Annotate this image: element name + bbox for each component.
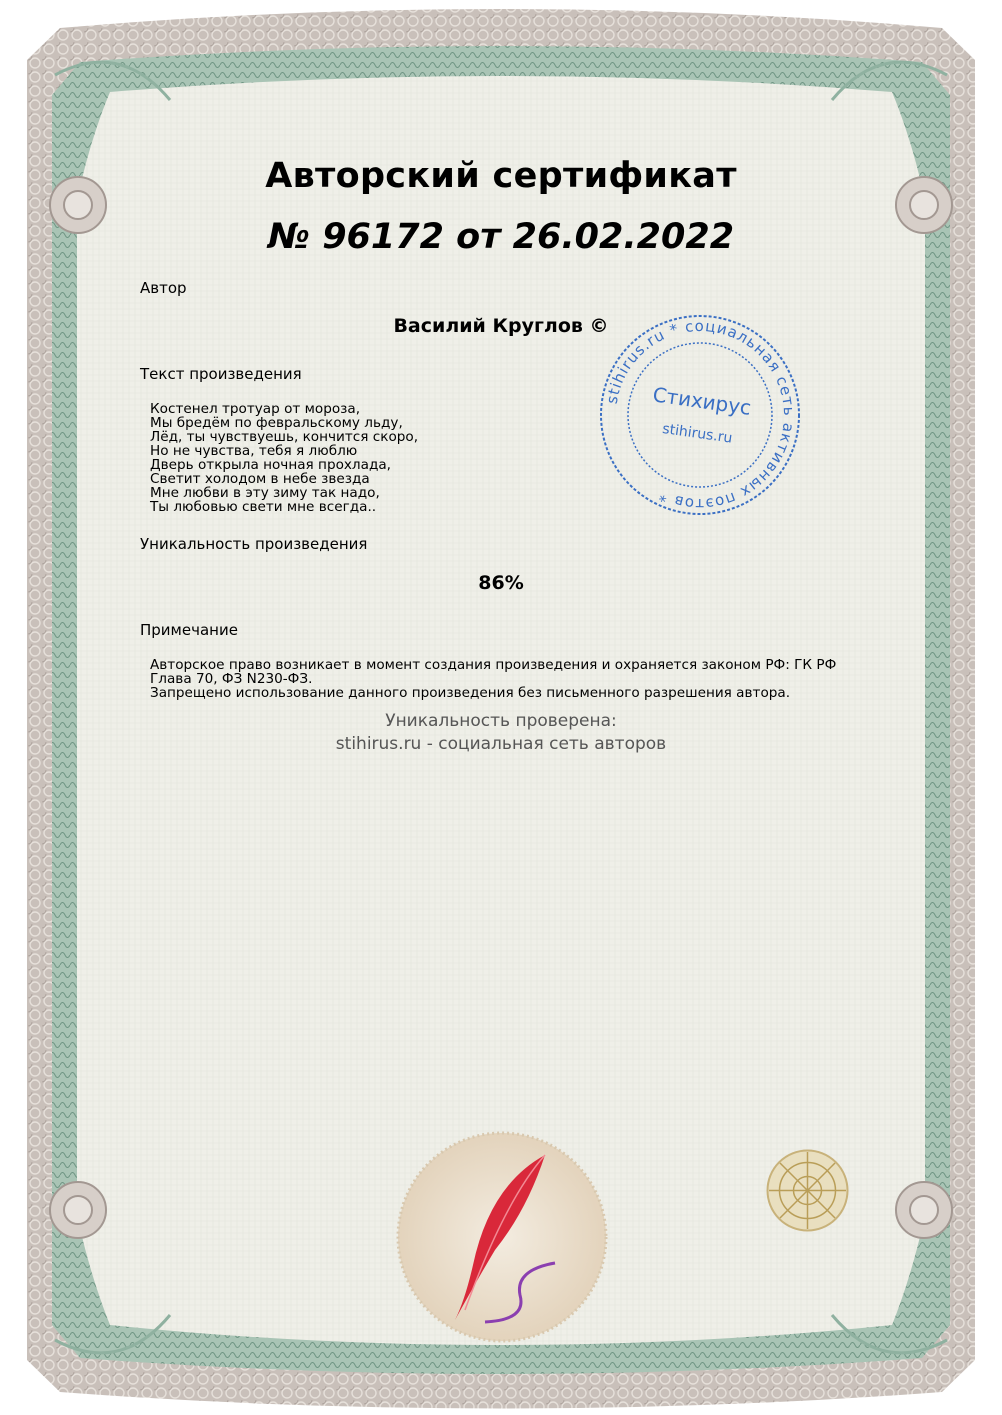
poem-line: Костенел тротуар от мороза, <box>150 401 361 417</box>
note-line: Авторское право возникает в момент создания произведения и охраняется законом РФ: ГК РФ Глава 70, ФЗ N230-ФЗ. <box>150 657 837 687</box>
footer-checked: Уникальность проверена: <box>385 711 617 731</box>
stamp-site: stihirus.ru <box>661 420 734 447</box>
certificate-number: № 96172 от 26.02.2022 <box>267 217 735 257</box>
stamp-ring-text: stihirus.ru * социальная сеть активных поэтов * <box>602 316 799 514</box>
poem-line: Но не чувства, тебя я люблю <box>150 443 358 459</box>
poem-line: Светит холодом в небе звезда <box>150 471 370 487</box>
author-label: Автор <box>140 279 187 297</box>
poem-line: Дверь открыла ночная прохлада, <box>150 457 392 473</box>
poem-line: Лёд, ты чувствуешь, кончится скоро, <box>150 429 419 445</box>
text-label: Текст произведения <box>140 365 302 383</box>
poem-line: Ты любовью свети мне всегда.. <box>150 499 377 515</box>
uniqueness-label: Уникальность произведения <box>140 535 368 553</box>
stamp-name: Стихирус <box>651 382 753 420</box>
certificate-title: Авторский сертификат <box>265 156 737 196</box>
poem-text <box>150 402 418 514</box>
note-line: Запрещено использование данного произведения без письменного разрешения автора. <box>150 685 791 701</box>
footer-site: stihirus.ru - социальная сеть авторов <box>335 734 667 754</box>
poem-line: Мне любви в эту зиму так надо, <box>150 485 380 501</box>
note-text <box>150 658 850 700</box>
author-name: Василий Круглов © <box>393 315 609 337</box>
uniqueness-value: 86% <box>478 572 524 594</box>
note-label: Примечание <box>140 621 238 639</box>
poem-line: Мы бредём по февральскому льду, <box>150 415 403 431</box>
